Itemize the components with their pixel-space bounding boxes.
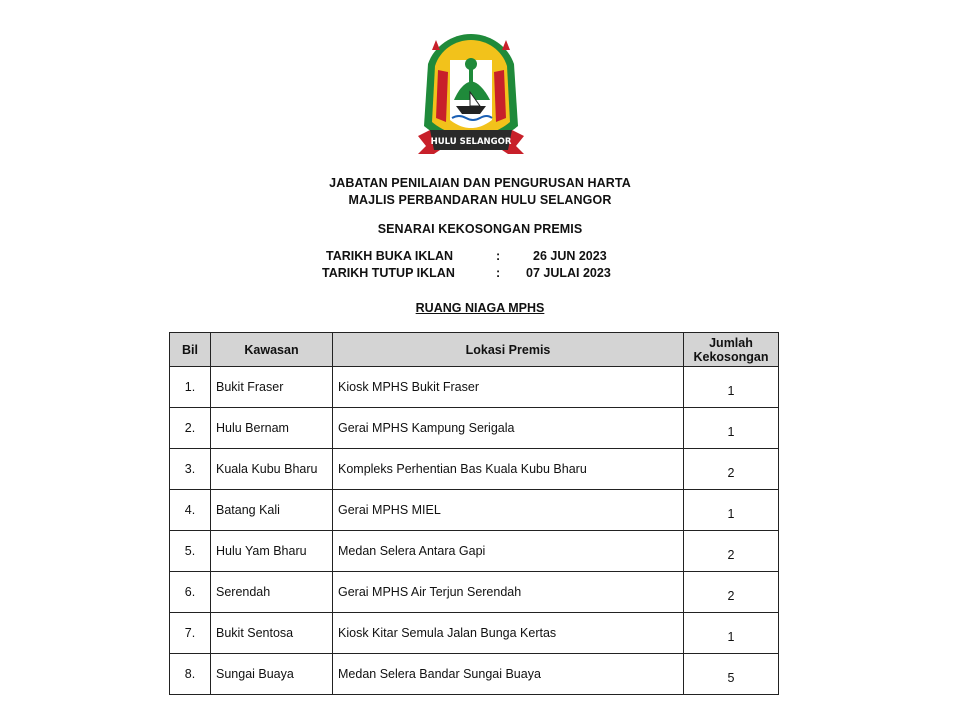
advert-dates [318, 249, 638, 283]
row-kawasan: Kuala Kubu Bharu [211, 449, 333, 490]
row-kawasan: Batang Kali [211, 490, 333, 531]
row-bil: 6. [170, 572, 211, 613]
row-kawasan: Sungai Buaya [211, 654, 333, 695]
row-jumlah: 2 [684, 449, 779, 490]
table-row [170, 367, 779, 408]
section-title [0, 301, 960, 315]
table-row [170, 490, 779, 531]
vacancy-table [169, 332, 779, 695]
department-title: JABATAN PENILAIAN DAN PENGURUSAN HARTA [329, 176, 631, 190]
open-date-value: 26 JUN 2023 [533, 249, 607, 263]
table-row [170, 408, 779, 449]
row-kawasan: Serendah [211, 572, 333, 613]
table-header-row [170, 333, 779, 367]
close-date-colon: : [496, 266, 501, 280]
row-lokasi: Kiosk MPHS Bukit Fraser [333, 367, 684, 408]
row-lokasi: Gerai MPHS Kampung Serigala [333, 408, 684, 449]
close-date-label: TARIKH TUTUP IKLAN [322, 266, 455, 280]
row-bil: 1. [170, 367, 211, 408]
open-date-label: TARIKH BUKA IKLAN [326, 249, 454, 263]
crest-banner-text: HULU SELANGOR [430, 137, 512, 147]
row-kawasan: Bukit Sentosa [211, 613, 333, 654]
row-kawasan: Hulu Yam Bharu [211, 531, 333, 572]
table-row [170, 531, 779, 572]
row-lokasi: Gerai MPHS MIEL [333, 490, 684, 531]
row-bil: 4. [170, 490, 211, 531]
header-kawasan: Kawasan [211, 333, 333, 367]
open-date-row [318, 249, 638, 266]
row-bil: 2. [170, 408, 211, 449]
row-jumlah: 1 [684, 490, 779, 531]
header-jumlah-kekosongan [684, 333, 779, 367]
row-jumlah: 1 [684, 613, 779, 654]
hulu-selangor-crest-logo [412, 30, 530, 162]
document-title: SENARAI KEKOSONGAN PREMIS [377, 222, 583, 236]
row-lokasi: Gerai MPHS Air Terjun Serendah [333, 572, 684, 613]
row-lokasi: Medan Selera Antara Gapi [333, 531, 684, 572]
council-title: MAJLIS PERBANDARAN HULU SELANGOR [348, 193, 612, 207]
row-bil: 7. [170, 613, 211, 654]
row-jumlah: 1 [684, 408, 779, 449]
row-bil: 3. [170, 449, 211, 490]
table-row [170, 613, 779, 654]
header-jumlah: Jumlah [709, 335, 753, 350]
table-row [170, 654, 779, 695]
table-row [170, 449, 779, 490]
row-jumlah: 1 [684, 367, 779, 408]
section-title-text: RUANG NIAGA MPHS [415, 301, 545, 315]
header-lokasi-premis: Lokasi Premis [333, 333, 684, 367]
row-lokasi: Kiosk Kitar Semula Jalan Bunga Kertas [333, 613, 684, 654]
row-bil: 5. [170, 531, 211, 572]
open-date-colon: : [496, 249, 501, 263]
row-jumlah: 2 [684, 572, 779, 613]
row-jumlah: 2 [684, 531, 779, 572]
row-kawasan: Hulu Bernam [211, 408, 333, 449]
row-lokasi: Medan Selera Bandar Sungai Buaya [333, 654, 684, 695]
table-row [170, 572, 779, 613]
close-date-value: 07 JULAI 2023 [526, 266, 611, 280]
close-date-row [318, 266, 638, 283]
header-bil: Bil [170, 333, 211, 367]
row-kawasan: Bukit Fraser [211, 367, 333, 408]
row-jumlah: 5 [684, 654, 779, 695]
row-bil: 8. [170, 654, 211, 695]
header-kekosongan: Kekosongan [693, 349, 769, 364]
row-lokasi: Kompleks Perhentian Bas Kuala Kubu Bharu [333, 449, 684, 490]
